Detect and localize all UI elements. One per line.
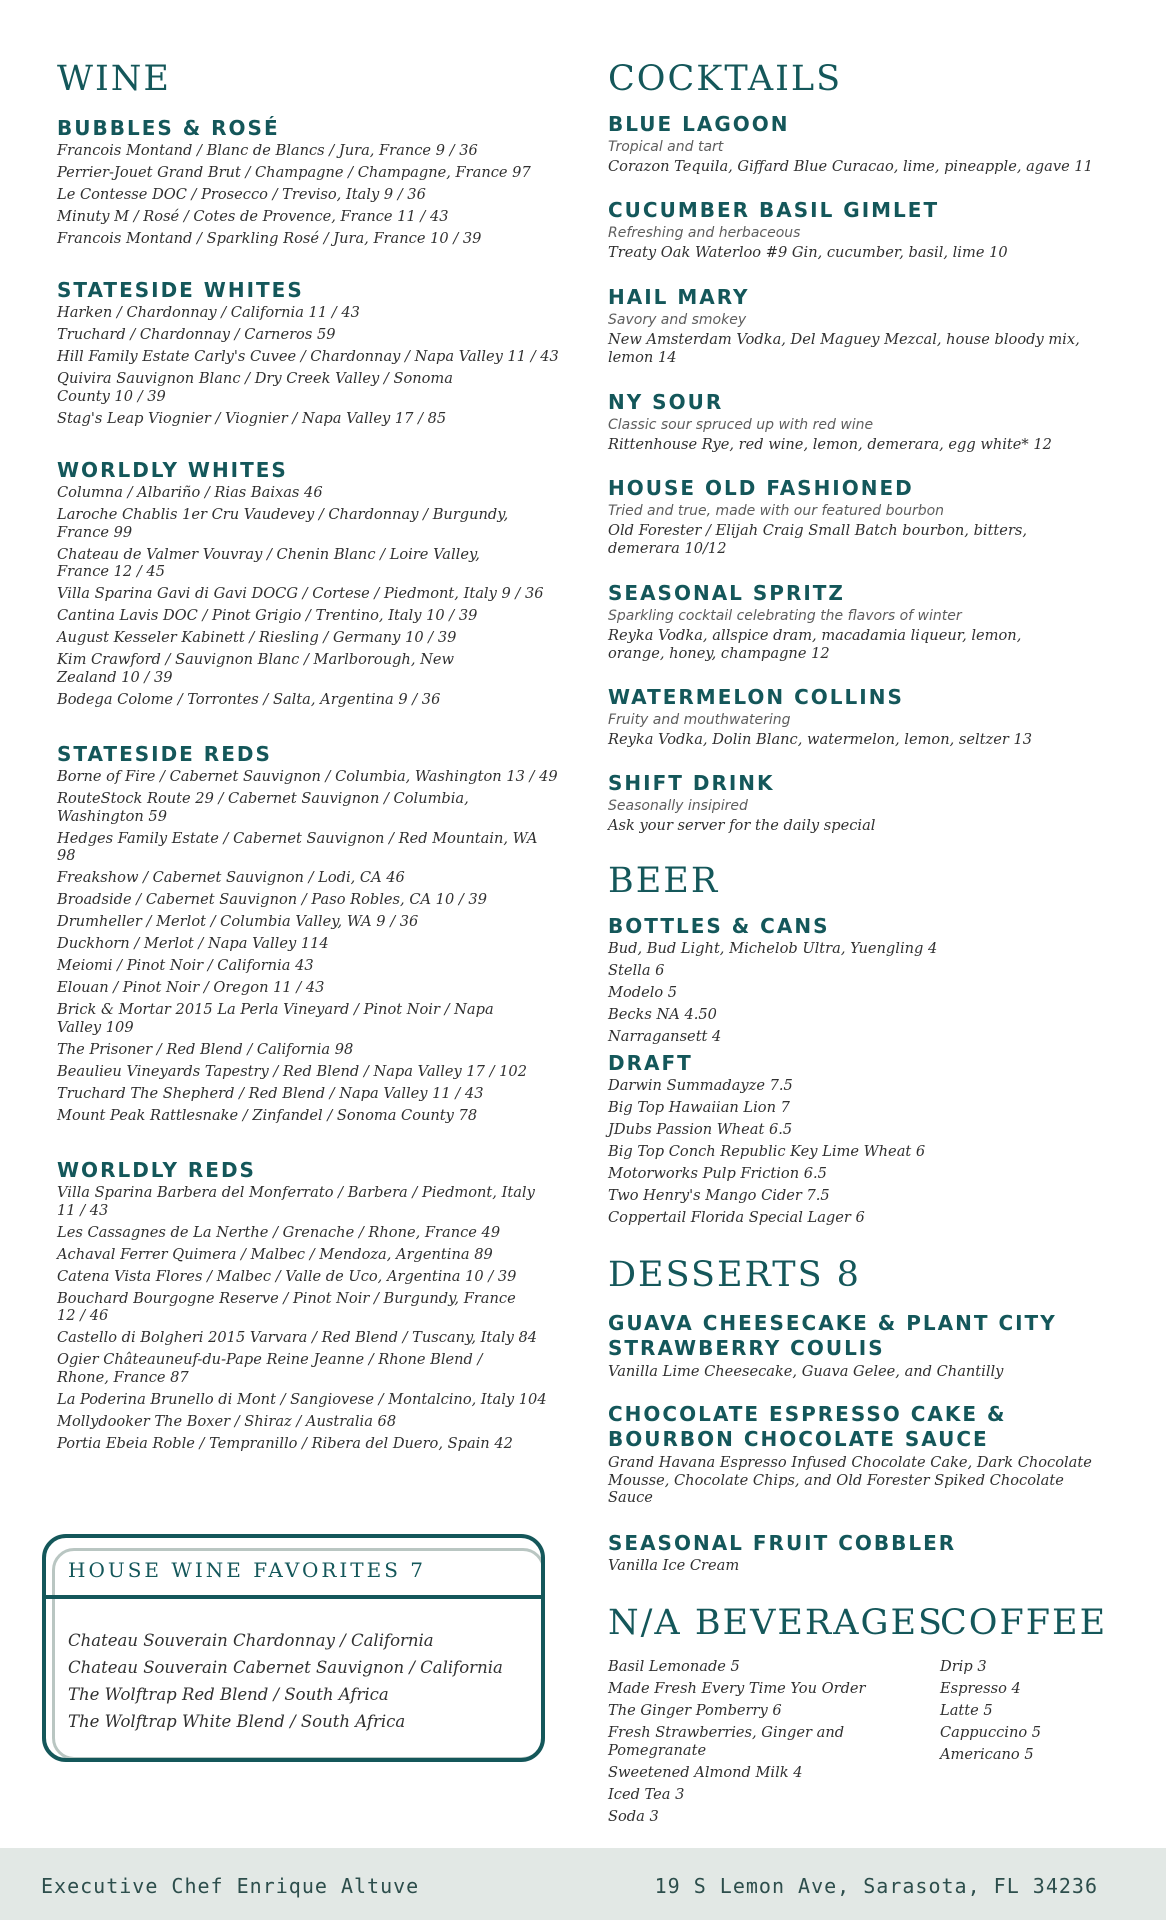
cocktail-tagline: Refreshing and herbaceous bbox=[608, 225, 801, 241]
address: 19 S Lemon Ave, Sarasota, FL 34236 bbox=[654, 1874, 1098, 1898]
wine-item: Mount Peak Rattlesnake / Zinfandel / Sonoma County 78 bbox=[57, 1106, 478, 1124]
wine-item: Mollydooker The Boxer / Shiraz / Australia 68 bbox=[57, 1412, 397, 1430]
beer-item: JDubs Passion Wheat 6.5 bbox=[608, 1121, 793, 1138]
cocktail-tagline: Tried and true, made with our featured bourbon bbox=[608, 503, 945, 519]
wine-item: Perrier-Jouet Grand Brut / Champagne / Champagne, France 97 bbox=[57, 164, 531, 181]
beer-item: Darwin Summadayze 7.5 bbox=[608, 1077, 793, 1094]
footer bbox=[0, 1848, 1166, 1920]
beer-item: Big Top Conch Republic Key Lime Wheat 6 bbox=[608, 1143, 926, 1160]
cocktail-cucumber-basil-gimlet bbox=[608, 198, 1108, 266]
wine-item: Le Contesse DOC / Prosecco / Treviso, Italy 9 / 36 bbox=[57, 186, 426, 203]
dessert-desc: Vanilla Lime Cheesecake, Guava Gelee, and Chantilly bbox=[608, 1363, 1004, 1380]
wine-item: Kim Crawford / Sauvignon Blanc / Marlborough, New Zealand 10 / 39 bbox=[57, 651, 455, 686]
beer-item: Coppertail Florida Special Lager 6 bbox=[608, 1209, 865, 1226]
cocktail-name: CUCUMBER BASIL GIMLET bbox=[608, 198, 940, 222]
cocktail-desc: Ask your server for the daily special bbox=[608, 817, 876, 834]
beer-item: Stella 6 bbox=[608, 962, 665, 979]
wine-section-stateside-reds bbox=[57, 742, 557, 1129]
beer-item: Motorworks Pulp Friction 6.5 bbox=[608, 1165, 827, 1182]
dessert-chocolate-espresso-cake bbox=[608, 1402, 1108, 1511]
house-wine-item: Chateau Souverain Cabernet Sauvignon / California bbox=[68, 1658, 503, 1677]
wine-item: Cantina Lavis DOC / Pinot Grigio / Trentino, Italy 10 / 39 bbox=[57, 607, 478, 624]
wine-item: Achaval Ferrer Quimera / Malbec / Mendoza, Argentina 89 bbox=[57, 1245, 493, 1263]
wine-item: Borne of Fire / Cabernet Sauvignon / Columbia, Washington 13 / 49 bbox=[57, 768, 558, 785]
wine-item: Duckhorn / Merlot / Napa Valley 114 bbox=[57, 935, 329, 952]
cocktail-tagline: Tropical and tart bbox=[608, 139, 724, 155]
cocktail-tagline: Sparkling cocktail celebrating the flavors of winter bbox=[608, 608, 962, 624]
house-wine-divider bbox=[42, 1595, 545, 1599]
cocktail-desc: Old Forester / Elijah Craig Small Batch bourbon, bitters, demerara 10/12 bbox=[608, 522, 1028, 557]
wine-item: Stag's Leap Viognier / Viognier / Napa Valley 17 / 85 bbox=[57, 409, 447, 427]
cocktail-desc: Reyka Vodka, allspice dram, macadamia liqueur, lemon, orange, honey, champagne 12 bbox=[608, 627, 1022, 662]
wine-item: Portia Ebeia Roble / Tempranillo / Ribera del Duero, Spain 42 bbox=[57, 1434, 513, 1452]
cocktail-name: NY SOUR bbox=[608, 390, 724, 414]
coffee-title: COFFEE bbox=[940, 1603, 1108, 1643]
cocktail-desc: New Amsterdam Vodka, Del Maguey Mezcal, house bloody mix, lemon 14 bbox=[608, 331, 1080, 366]
wine-item: Truchard The Shepherd / Red Blend / Napa Valley 11 / 43 bbox=[57, 1084, 484, 1102]
cocktails-title: COCKTAILS bbox=[608, 59, 843, 99]
wine-item: Minuty M / Rosé / Cotes de Provence, France 11 / 43 bbox=[57, 208, 449, 225]
wine-item: La Poderina Brunello di Mont / Sangiovese / Montalcino, Italy 104 bbox=[57, 1390, 547, 1408]
beer-draft bbox=[608, 1051, 1108, 1231]
chef-credit: Executive Chef Enrique Altuve bbox=[41, 1874, 420, 1898]
wine-item: Drumheller / Merlot / Columbia Valley, WA 9 / 36 bbox=[57, 913, 419, 930]
cocktail-name: WATERMELON COLLINS bbox=[608, 685, 904, 709]
wine-item: Bodega Colome / Torrontes / Salta, Argentina 9 / 36 bbox=[57, 690, 441, 708]
cocktail-desc: Reyka Vodka, Dolin Blanc, watermelon, lemon, seltzer 13 bbox=[608, 731, 1033, 748]
wine-item: Harken / Chardonnay / California 11 / 43 bbox=[57, 304, 360, 321]
wine-section-stateside-whites bbox=[57, 278, 557, 432]
beer-item: Becks NA 4.50 bbox=[608, 1006, 717, 1023]
wine-item: Beaulieu Vineyards Tapestry / Red Blend / Napa Valley 17 / 102 bbox=[57, 1062, 527, 1080]
dessert-name: SEASONAL FRUIT COBBLER bbox=[608, 1531, 957, 1555]
wine-item: Les Cassagnes de La Nerthe / Grenache / Rhone, France 49 bbox=[57, 1223, 501, 1241]
wine-item: Catena Vista Flores / Malbec / Valle de Uco, Argentina 10 / 39 bbox=[57, 1267, 517, 1285]
house-wine-box bbox=[42, 1534, 545, 1760]
dessert-desc: Grand Havana Espresso Infused Chocolate Cake, Dark Chocolate Mousse, Chocolate Chips, and Old Forester Spiked Chocolate Sauce bbox=[608, 1454, 1092, 1506]
na-item: Soda 3 bbox=[608, 1807, 659, 1825]
wine-section-bubbles bbox=[57, 116, 557, 252]
na-item: Made Fresh Every Time You Order bbox=[608, 1680, 866, 1697]
na-item: Sweetened Almond Milk 4 bbox=[608, 1763, 803, 1781]
cocktail-name: HOUSE OLD FASHIONED bbox=[608, 476, 914, 500]
cocktail-blue-lagoon bbox=[608, 112, 1108, 180]
dessert-name: GUAVA CHEESECAKE & PLANT CITY STRAWBERRY COULIS bbox=[608, 1311, 1057, 1360]
coffee-item: Drip 3 bbox=[940, 1658, 987, 1675]
wine-item: Elouan / Pinot Noir / Oregon 11 / 43 bbox=[57, 979, 325, 996]
wine-section-worldly-whites bbox=[57, 458, 557, 713]
wine-item: Laroche Chablis 1er Cru Vaudevey / Chardonnay / Burgundy, France 99 bbox=[57, 506, 509, 541]
cocktail-shift-drink bbox=[608, 771, 1108, 839]
house-wine-item: Chateau Souverain Chardonnay / California bbox=[68, 1631, 434, 1650]
beer-item: Bud, Bud Light, Michelob Ultra, Yuengling 4 bbox=[608, 940, 938, 957]
dessert-name: CHOCOLATE ESPRESSO CAKE & BOURBON CHOCOLATE SAUCE bbox=[608, 1402, 1007, 1451]
coffee-list bbox=[940, 1658, 1100, 1768]
wine-item: Villa Sparina Barbera del Monferrato / Barbera / Piedmont, Italy 11 / 43 bbox=[57, 1184, 535, 1219]
house-wine-item: The Wolftrap White Blend / South Africa bbox=[68, 1712, 406, 1731]
na-item: The Ginger Pomberry 6 bbox=[608, 1702, 782, 1719]
na-item: Basil Lemonade 5 bbox=[608, 1658, 740, 1675]
beer-item: Big Top Hawaiian Lion 7 bbox=[608, 1099, 790, 1116]
wine-item: Ogier Châteauneuf-du-Pape Reine Jeanne / Rhone Blend / Rhone, France 87 bbox=[57, 1351, 483, 1386]
wine-item: Hill Family Estate Carly's Cuvee / Chardonnay / Napa Valley 11 / 43 bbox=[57, 348, 559, 365]
beer-item: Narragansett 4 bbox=[608, 1028, 722, 1045]
cocktail-ny-sour bbox=[608, 390, 1108, 458]
wine-item: Columna / Albariño / Rias Baixas 46 bbox=[57, 484, 323, 501]
beer-bottles bbox=[608, 914, 1108, 1050]
coffee-item: Cappuccino 5 bbox=[940, 1724, 1042, 1741]
cocktail-tagline: Classic sour spruced up with red wine bbox=[608, 417, 874, 433]
wine-item: Truchard / Chardonnay / Carneros 59 bbox=[57, 326, 336, 343]
beer-item: Modelo 5 bbox=[608, 984, 678, 1001]
wine-title: WINE bbox=[57, 59, 171, 99]
wine-item: Meiomi / Pinot Noir / California 43 bbox=[57, 957, 314, 974]
cocktail-house-old-fashioned bbox=[608, 476, 1108, 562]
wine-item: Bouchard Bourgogne Reserve / Pinot Noir / Burgundy, France 12 / 46 bbox=[57, 1289, 516, 1324]
cocktail-desc: Corazon Tequila, Giffard Blue Curacao, lime, pineapple, agave 11 bbox=[608, 158, 1093, 175]
wine-item: Villa Sparina Gavi di Gavi DOCG / Cortese / Piedmont, Italy 9 / 36 bbox=[57, 585, 544, 602]
cocktail-tagline: Savory and smokey bbox=[608, 312, 747, 328]
section-heading: BUBBLES & ROSÉ bbox=[57, 116, 280, 140]
section-heading: WORLDLY REDS bbox=[57, 1158, 256, 1182]
wine-item: Castello di Bolgheri 2015 Varvara / Red Blend / Tuscany, Italy 84 bbox=[57, 1329, 538, 1346]
wine-item: The Prisoner / Red Blend / California 98 bbox=[57, 1040, 354, 1058]
wine-item: Chateau de Valmer Vouvray / Chenin Blanc / Loire Valley, France 12 / 45 bbox=[57, 545, 480, 580]
wine-item: Freakshow / Cabernet Sauvignon / Lodi, CA 46 bbox=[57, 869, 405, 886]
na-beverages-list bbox=[608, 1658, 898, 1830]
dessert-seasonal-fruit-cobbler bbox=[608, 1531, 1108, 1579]
cocktail-watermelon-collins bbox=[608, 685, 1108, 753]
cocktail-tagline: Seasonally insipired bbox=[608, 798, 748, 814]
wine-section-worldly-reds bbox=[57, 1158, 557, 1457]
cocktail-seasonal-spritz bbox=[608, 581, 1108, 667]
wine-item: Quivira Sauvignon Blanc / Dry Creek Valley / Sonoma County 10 / 39 bbox=[57, 370, 453, 405]
cocktail-desc: Rittenhouse Rye, red wine, lemon, demerara, egg white* 12 bbox=[608, 436, 1052, 453]
wine-item: RouteStock Route 29 / Cabernet Sauvignon / Columbia, Washington 59 bbox=[57, 790, 469, 825]
coffee-item: Americano 5 bbox=[940, 1746, 1034, 1763]
section-heading: DRAFT bbox=[608, 1051, 693, 1075]
house-wine-title: HOUSE WINE FAVORITES 7 bbox=[68, 1558, 427, 1582]
cocktail-name: HAIL MARY bbox=[608, 285, 750, 309]
section-heading: BOTTLES & CANS bbox=[608, 914, 830, 938]
wine-item: August Kesseler Kabinett / Riesling / Germany 10 / 39 bbox=[57, 629, 457, 646]
na-item: Iced Tea 3 bbox=[608, 1785, 685, 1803]
wine-item: Brick & Mortar 2015 La Perla Vineyard / Pinot Noir / Napa Valley 109 bbox=[57, 1001, 494, 1036]
desserts-title: DESSERTS 8 bbox=[608, 1255, 861, 1295]
section-heading: WORLDLY WHITES bbox=[57, 458, 288, 482]
wine-item: Broadside / Cabernet Sauvignon / Paso Robles, CA 10 / 39 bbox=[57, 891, 487, 908]
cocktail-desc: Treaty Oak Waterloo #9 Gin, cucumber, basil, lime 10 bbox=[608, 244, 1008, 261]
wine-item: Hedges Family Estate / Cabernet Sauvignon / Red Mountain, WA 98 bbox=[57, 829, 538, 864]
cocktail-tagline: Fruity and mouthwatering bbox=[608, 712, 791, 728]
coffee-item: Espresso 4 bbox=[940, 1680, 1021, 1697]
dessert-guava-cheesecake bbox=[608, 1311, 1108, 1385]
section-heading: STATESIDE WHITES bbox=[57, 278, 304, 302]
wine-item: Francois Montand / Blanc de Blancs / Jura, France 9 / 36 bbox=[57, 142, 478, 159]
cocktail-name: BLUE LAGOON bbox=[608, 112, 790, 136]
section-heading: STATESIDE REDS bbox=[57, 742, 272, 766]
dessert-desc: Vanilla Ice Cream bbox=[608, 1557, 740, 1574]
beer-title: BEER bbox=[608, 861, 720, 901]
cocktail-name: SHIFT DRINK bbox=[608, 771, 775, 795]
wine-item: Francois Montand / Sparkling Rosé / Jura, France 10 / 39 bbox=[57, 230, 482, 247]
cocktail-hail-mary bbox=[608, 285, 1108, 371]
na-beverages-title: N/A BEVERAGES bbox=[608, 1603, 945, 1643]
na-item: Fresh Strawberries, Ginger and Pomegranate bbox=[608, 1724, 845, 1759]
beer-item: Two Henry's Mango Cider 7.5 bbox=[608, 1187, 830, 1204]
coffee-item: Latte 5 bbox=[940, 1702, 993, 1719]
house-wine-item: The Wolftrap Red Blend / South Africa bbox=[68, 1685, 389, 1704]
house-wine-list bbox=[68, 1631, 503, 1739]
cocktail-name: SEASONAL SPRITZ bbox=[608, 581, 845, 605]
